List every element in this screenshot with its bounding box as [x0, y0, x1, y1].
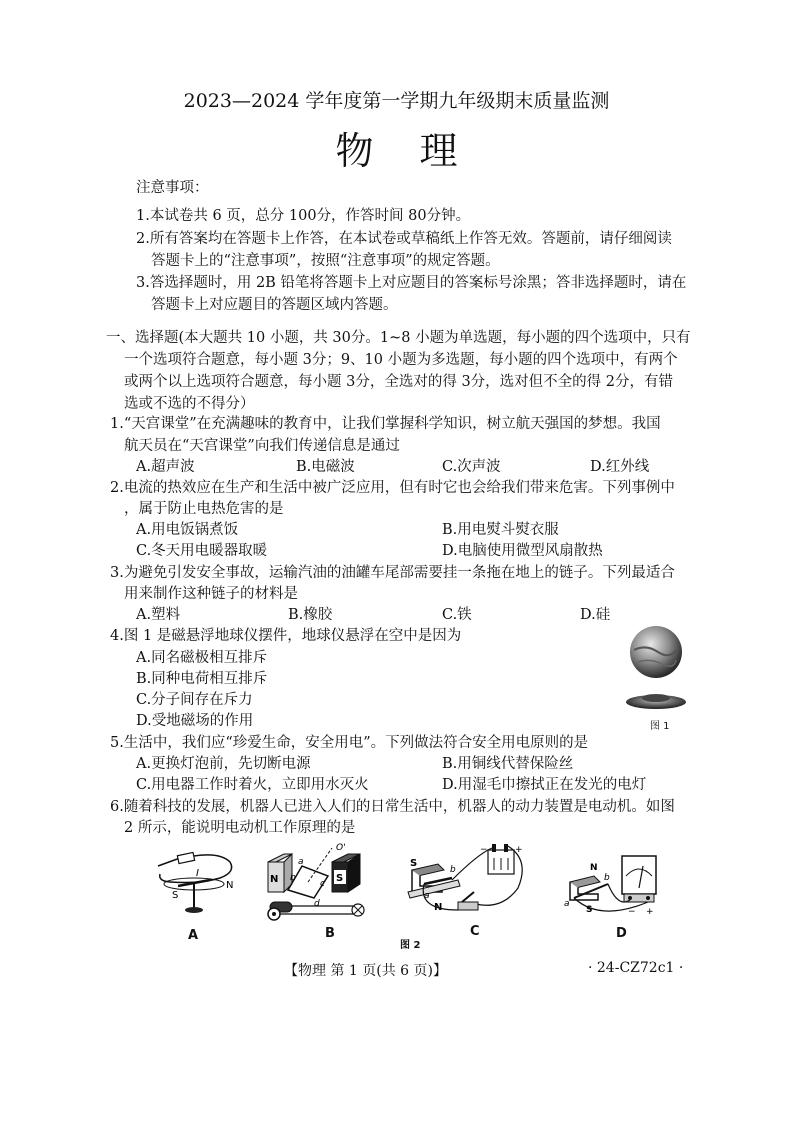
figure-1-maglev-globe [618, 622, 698, 722]
magnet-s-label: S [336, 873, 344, 884]
notes-heading: 注意事项： [136, 180, 209, 196]
page-footer: 【物理 第 1 页(共 6 页)】 [284, 963, 447, 979]
note-line: 3.答选择题时，用 2B 铅笔将答题卡上对应题目的答案标号涂黑；答非选择题时，请在 [136, 275, 687, 291]
question-5-option-b: B.用铜线代替保险丝 [442, 756, 574, 772]
question-4-option-d: D.受地磁场的作用 [136, 713, 254, 729]
question-1-option-a: A.超声波 [136, 459, 195, 475]
c-rod-b-label: b [450, 865, 456, 875]
question-2-option-d: D.电脑使用微型风扇散热 [442, 543, 603, 559]
d-magnet-s-label: S [586, 905, 593, 915]
question-1-stem: 1.“天宫课堂”在充满趣味的教育中，让我们掌握科学知识，树立航天强国的梦想。我国 [110, 416, 661, 432]
c-battery-plus: + [515, 845, 523, 855]
question-3-option-d: D.硅 [580, 607, 611, 623]
question-4-option-b: B.同种电荷相互排斥 [136, 671, 268, 687]
question-5-stem: 5.生活中，我们应“珍爱生命，安全用电”。下列做法符合安全用电原则的是 [110, 735, 589, 751]
section-heading-line: 选或不选的不得分） [124, 396, 255, 412]
question-4-option-a: A.同名磁极相互排斥 [136, 650, 268, 666]
magnet-n-label: N [270, 874, 279, 885]
panel-d-label: D [616, 926, 627, 941]
question-3-option-a: A.塑料 [136, 607, 181, 623]
question-2-option-b: B.用电熨斗熨衣服 [442, 522, 559, 538]
question-3-stem: 3.为避免引发安全事故，运输汽油的油罐车尾部需要挂一条拖在地上的链子。下列最适合 [110, 565, 675, 581]
section-heading-line: 或两个以上选项符合题意，每小题 3分，全选对的得 3分，选对但不全的得 2分，有错 [124, 374, 674, 390]
wire-c-label: c [320, 879, 325, 889]
subject-title: 物理 [335, 129, 504, 173]
d-meter-plus: + [646, 907, 654, 917]
question-2-stem: ，属于防止电热危害的是 [124, 501, 284, 517]
question-4-option-c: C.分子间存在斥力 [136, 692, 253, 708]
wire-b-label: b [290, 873, 296, 883]
question-1-stem: 航天员在“天宫课堂”向我们传递信息是通过 [124, 438, 400, 454]
paper-code: · 24-CZ72c1 · [588, 960, 684, 976]
panel-b-label: B [325, 926, 335, 941]
question-5-option-a: A.更换灯泡前，先切断电源 [136, 756, 311, 772]
compass-n-label: N [226, 880, 234, 891]
question-2-option-c: C.冬天用电暖器取暖 [136, 543, 268, 559]
wire-a-label: a [298, 857, 304, 867]
d-rod-b-label: b [604, 873, 610, 883]
c-battery-minus: − [480, 845, 488, 855]
question-3-stem: 用来制作这种链子的材料是 [124, 586, 298, 602]
note-line: 2.所有答案均在答题卡上作答，在本试卷或草稿纸上作答无效。答题前，请仔细阅读 [136, 231, 672, 247]
figure-2-panel-b-motor [262, 840, 374, 925]
question-3-option-c: C.铁 [442, 607, 472, 623]
compass-s-label: S [172, 890, 179, 901]
figure-2-label: 图 2 [400, 940, 421, 951]
panel-a-label: A [188, 928, 199, 943]
wire-d-label: d [314, 899, 320, 909]
question-2-option-a: A.用电饭锅煮饭 [136, 522, 239, 538]
c-magnet-s-label: S [410, 858, 418, 869]
d-magnet-n-label: N [590, 863, 598, 873]
figure-2-panel-a-oersted [150, 848, 240, 923]
note-line: 1.本试卷共 6 页，总分 100分，作答时间 80分钟。 [136, 208, 471, 224]
section-heading-line: 一、选择题(本大题共 10 小题，共 30分。1~8 小题为单选题，每小题的四个选项中，只有 [106, 330, 691, 346]
question-1-option-d: D.红外线 [590, 459, 650, 475]
figure-1-label: 图 1 [650, 721, 670, 732]
question-2-stem: 2.电流的热效应在生产和生活中被广泛应用，但有时它也会给我们带来危害。下列事例中 [110, 480, 675, 496]
d-meter-minus: − [628, 907, 636, 917]
question-5-option-c: C.用电器工作时着火，立即用水灭火 [136, 777, 369, 793]
current-label: I [196, 868, 199, 879]
note-line: 答题卡上的“注意事项”，按照“注意事项”的规定答题。 [151, 253, 500, 269]
figure-2-panel-c-conductor-in-field [398, 840, 533, 930]
question-6-stem: 2 所示，能说明电动机工作原理的是 [124, 820, 356, 836]
question-3-option-b: B.橡胶 [288, 607, 333, 623]
d-rod-a-label: a [564, 899, 570, 909]
figure-2-panel-d-induction [560, 848, 680, 928]
note-line: 答题卡上对应题目的答题区域内答题。 [151, 297, 398, 313]
question-1-option-c: C.次声波 [442, 459, 501, 475]
question-6-stem: 6.随着科技的发展，机器人已进入人们的日常生活中，机器人的动力装置是电动机。如图 [110, 799, 675, 815]
c-rod-a-label: a [424, 891, 430, 901]
question-4-stem: 4.图 1 是磁悬浮地球仪摆件，地球仪悬浮在空中是因为 [110, 628, 462, 644]
section-heading-line: 一个选项符合题意，每小题 3分；9、10 小题为多选题，每小题的四个选项中，有两个 [124, 352, 678, 368]
panel-c-label: C [470, 924, 480, 939]
question-1-option-b: B.电磁波 [296, 459, 355, 475]
c-magnet-n-label: N [434, 902, 443, 913]
question-5-option-d: D.用湿毛巾擦拭正在发光的电灯 [442, 777, 647, 793]
exam-title: 2023—2024 学年度第一学期九年级期末质量监测 [183, 90, 610, 112]
axis-label: O' [336, 843, 346, 853]
